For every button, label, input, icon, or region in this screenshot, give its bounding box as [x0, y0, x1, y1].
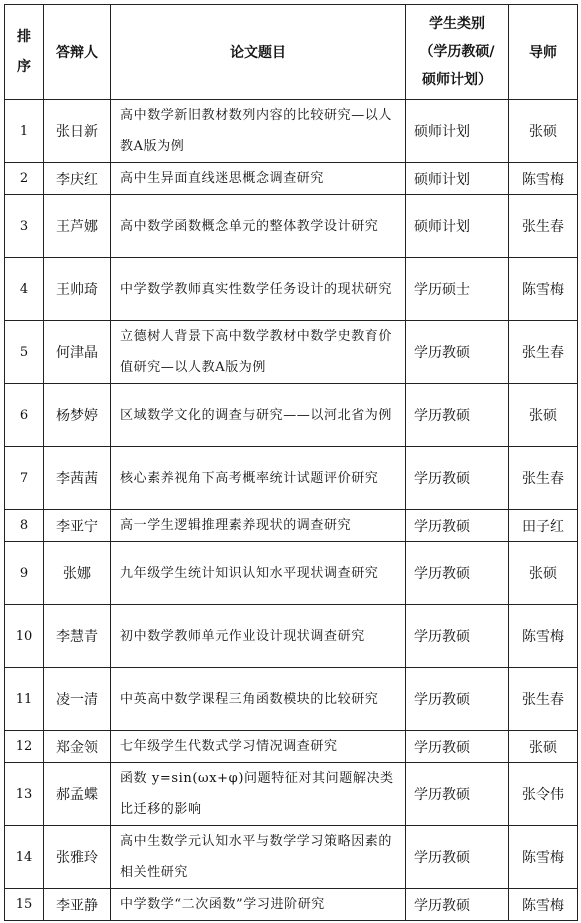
row-num: 4	[5, 258, 44, 321]
header-advisor: 导师	[509, 5, 578, 100]
row-type: 学历教硕	[406, 889, 509, 921]
row-num: 14	[5, 826, 44, 889]
row-advisor: 张硕	[509, 100, 578, 163]
thesis-defense-table	[4, 4, 578, 921]
row-num: 11	[5, 668, 44, 731]
row-name: 王芦娜	[44, 195, 111, 258]
row-title: 高中生异面直线迷思概念调查研究	[111, 163, 406, 195]
row-advisor: 陈雪梅	[509, 826, 578, 889]
row-title: 高中数学函数概念单元的整体教学设计研究	[111, 195, 406, 258]
row-type: 硕师计划	[406, 195, 509, 258]
row-num: 13	[5, 763, 44, 826]
row-name: 李庆红	[44, 163, 111, 195]
row-name: 凌一清	[44, 668, 111, 731]
row-name: 李亚静	[44, 889, 111, 921]
row-type: 学历教硕	[406, 731, 509, 763]
row-advisor: 张硕	[509, 542, 578, 605]
row-name: 张娜	[44, 542, 111, 605]
row-name: 李亚宁	[44, 510, 111, 542]
row-num: 5	[5, 321, 44, 384]
header-type-line3: 硕师计划）	[422, 72, 492, 88]
row-advisor: 张硕	[509, 384, 578, 447]
table-row	[5, 826, 578, 889]
row-type: 硕师计划	[406, 163, 509, 195]
table-row	[5, 258, 578, 321]
row-title: 立德树人背景下高中数学教材中数学史教育价值研究—以人教A版为例	[111, 321, 406, 384]
row-advisor: 张硕	[509, 731, 578, 763]
row-type: 学历教硕	[406, 384, 509, 447]
row-title: 中学数学“二次函数”学习进阶研究	[111, 889, 406, 921]
table-row	[5, 889, 578, 921]
row-num: 15	[5, 889, 44, 921]
row-title: 高中生数学元认知水平与数学学习策略因素的相关性研究	[111, 826, 406, 889]
table-row	[5, 668, 578, 731]
table-row	[5, 447, 578, 510]
row-num: 6	[5, 384, 44, 447]
row-num: 12	[5, 731, 44, 763]
row-name: 李慧青	[44, 605, 111, 668]
row-name: 张雅玲	[44, 826, 111, 889]
row-advisor: 张令伟	[509, 763, 578, 826]
table-row	[5, 384, 578, 447]
row-advisor: 张生春	[509, 195, 578, 258]
row-name: 张日新	[44, 100, 111, 163]
row-type: 硕师计划	[406, 100, 509, 163]
row-name: 郝孟蝶	[44, 763, 111, 826]
row-num: 10	[5, 605, 44, 668]
row-advisor: 陈雪梅	[509, 605, 578, 668]
row-num: 9	[5, 542, 44, 605]
row-num: 7	[5, 447, 44, 510]
row-type: 学历教硕	[406, 321, 509, 384]
row-title: 区域数学文化的调查与研究——以河北省为例	[111, 384, 406, 447]
table-row	[5, 100, 578, 163]
header-name: 答辩人	[44, 5, 111, 100]
row-type: 学历教硕	[406, 826, 509, 889]
header-row	[5, 5, 578, 100]
row-type: 学历教硕	[406, 447, 509, 510]
row-title: 高中数学新旧教材数列内容的比较研究—以人教A版为例	[111, 100, 406, 163]
table-row	[5, 731, 578, 763]
row-name: 李茜茜	[44, 447, 111, 510]
header-title: 论文题目	[111, 5, 406, 100]
row-title: 核心素养视角下高考概率统计试题评价研究	[111, 447, 406, 510]
row-num: 8	[5, 510, 44, 542]
row-title: 九年级学生统计知识认知水平现状调查研究	[111, 542, 406, 605]
row-type: 学历教硕	[406, 542, 509, 605]
row-advisor: 张生春	[509, 321, 578, 384]
row-title: 高一学生逻辑推理素养现状的调查研究	[111, 510, 406, 542]
row-num: 1	[5, 100, 44, 163]
header-type-line1: 学生类别	[429, 16, 485, 32]
header-type-line2: （学历教硕/	[419, 44, 495, 60]
row-advisor: 张生春	[509, 447, 578, 510]
row-name: 郑金领	[44, 731, 111, 763]
row-advisor: 陈雪梅	[509, 258, 578, 321]
row-title: 中学数学教师真实性数学任务设计的现状研究	[111, 258, 406, 321]
table-row	[5, 763, 578, 826]
row-title: 初中数学教师单元作业设计现状调查研究	[111, 605, 406, 668]
table-row	[5, 195, 578, 258]
row-name: 王帅琦	[44, 258, 111, 321]
row-advisor: 张生春	[509, 668, 578, 731]
row-title: 七年级学生代数式学习情况调查研究	[111, 731, 406, 763]
header-type	[406, 5, 509, 100]
row-type: 学历硕士	[406, 258, 509, 321]
table-row	[5, 542, 578, 605]
row-type: 学历教硕	[406, 763, 509, 826]
row-type: 学历教硕	[406, 510, 509, 542]
row-title: 函数 y=sin(ωx+φ)问题特征对其问题解决类比迁移的影响	[111, 763, 406, 826]
table-row	[5, 510, 578, 542]
row-advisor: 陈雪梅	[509, 163, 578, 195]
row-type: 学历教硕	[406, 605, 509, 668]
table-row	[5, 163, 578, 195]
row-num: 3	[5, 195, 44, 258]
row-name: 杨梦婷	[44, 384, 111, 447]
row-advisor: 陈雪梅	[509, 889, 578, 921]
row-name: 何津晶	[44, 321, 111, 384]
table-row	[5, 605, 578, 668]
row-advisor: 田子红	[509, 510, 578, 542]
table-row	[5, 321, 578, 384]
row-num: 2	[5, 163, 44, 195]
header-num: 排序	[5, 5, 44, 100]
row-title: 中英高中数学课程三角函数模块的比较研究	[111, 668, 406, 731]
row-type: 学历教硕	[406, 668, 509, 731]
